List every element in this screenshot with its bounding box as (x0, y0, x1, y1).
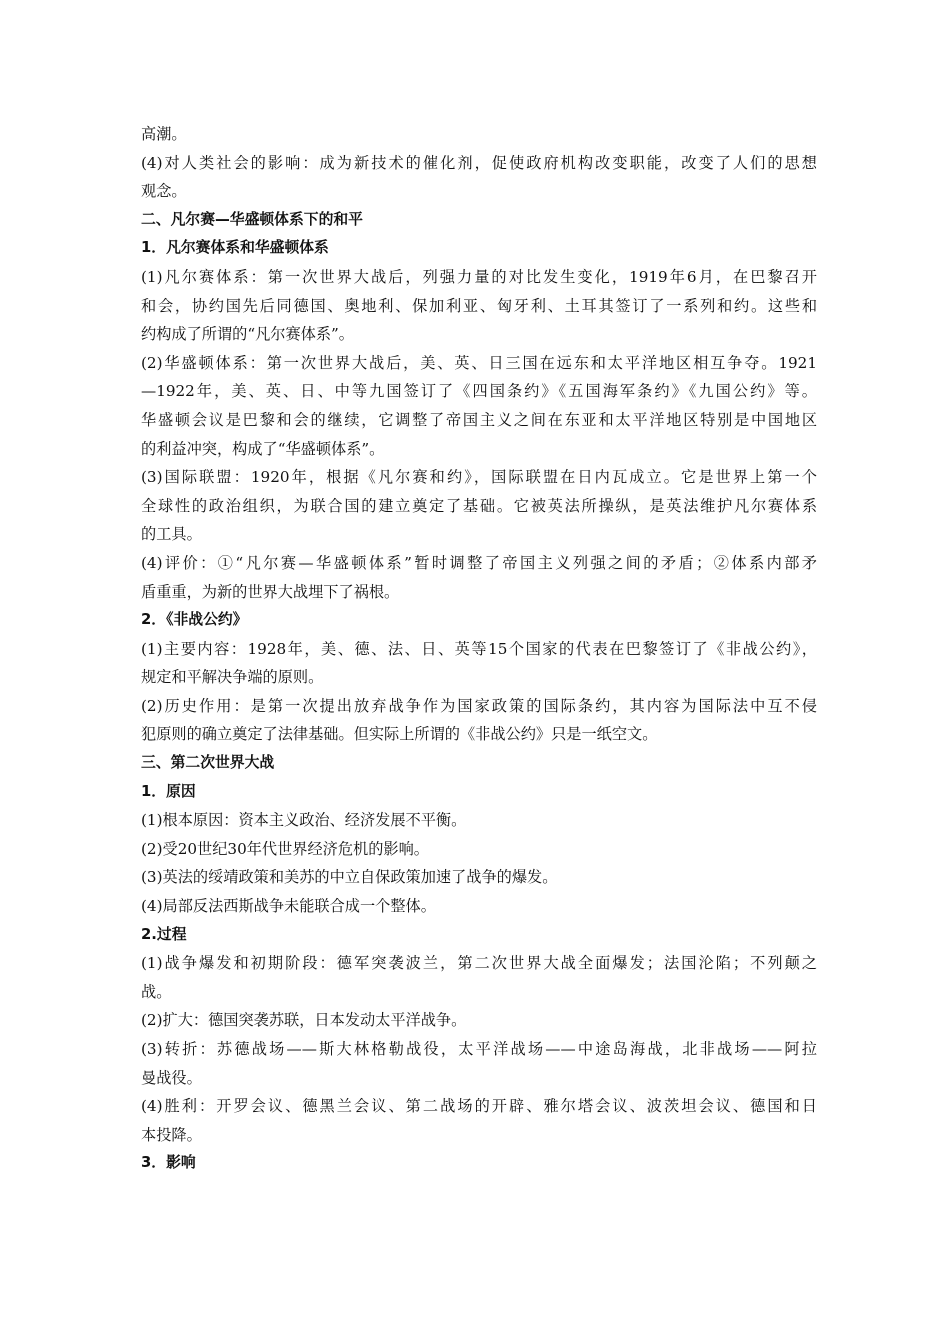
text-line: —1922年，美、英、日、中等九国签订了《四国条约》《五国海军条约》《九国公约》等。 (141, 382, 817, 401)
text-line: 的工具。 (141, 525, 202, 544)
text-line: (3)英法的绥靖政策和美苏的中立自保政策加速了战争的爆发。 (141, 868, 558, 887)
text-line: 的利益冲突，构成了“华盛顿体系”。 (141, 439, 385, 458)
text-line: 华盛顿会议是巴黎和会的继续，它调整了帝国主义之间在东亚和太平洋地区特别是中国地区 (141, 410, 817, 429)
text-line: (3)转折：苏德战场——斯大林格勒战役，太平洋战场——中途岛海战，北非战场——阿拉 (141, 1040, 817, 1058)
text-line: 本投降。 (141, 1125, 202, 1144)
text-line: (2)扩大：德国突袭苏联，日本发动太平洋战争。 (141, 1011, 467, 1030)
subsection-heading: 3．影响 (141, 1154, 196, 1172)
text-line: 战。 (141, 982, 172, 1001)
text-line: (1)主要内容：1928年，美、德、法、日、英等15个国家的代表在巴黎签订了《非战公约》， (141, 639, 817, 658)
text-line: (1)根本原因：资本主义政治、经济发展不平衡。 (141, 811, 467, 830)
subsection-heading: 2．《非战公约》 (141, 611, 248, 629)
text-line: (2)华盛顿体系：第一次世界大战后，美、英、日三国在远东和太平洋地区相互争夺。1921 (141, 353, 817, 372)
text-line: (2)历史作用：是第一次提出放弃战争作为国家政策的国际条约，其内容为国际法中互不侵 (141, 696, 817, 715)
text-line: 和会，协约国先后同德国、奥地利、保加利亚、匈牙利、土耳其签订了一系列和约。这些和 (141, 296, 817, 315)
text-line: (2)受20世纪30年代世界经济危机的影响。 (141, 839, 429, 858)
text-line: (1)战争爆发和初期阶段：德军突袭波兰，第二次世界大战全面爆发；法国沦陷；不列颠之 (141, 954, 817, 973)
text-line: (4)评价：①“凡尔赛—华盛顿体系”暂时调整了帝国主义列强之间的矛盾；②体系内部矛 (141, 553, 817, 572)
section-heading: 三、第二次世界大战 (141, 754, 275, 772)
text-line: 盾重重，为新的世界大战埋下了祸根。 (141, 582, 400, 601)
document-page (141, 120, 817, 1178)
text-line: (4)对人类社会的影响：成为新技术的催化剂，促使政府机构改变职能，改变了人们的思想 (141, 153, 817, 172)
subsection-heading: 1．原因 (141, 782, 196, 800)
text-line: 犯原则的确立奠定了法律基础。但实际上所谓的《非战公约》只是一纸空文。 (141, 725, 658, 744)
text-line: 全球性的政治组织，为联合国的建立奠定了基础。它被英法所操纵，是英法维护凡尔赛体系 (141, 496, 817, 515)
text-line: 曼战役。 (141, 1068, 202, 1087)
subsection-heading: 2.过程 (141, 925, 187, 943)
text-line: (1)凡尔赛体系：第一次世界大战后，列强力量的对比发生变化，1919年6月，在巴黎召开 (141, 267, 817, 286)
text-line: (4)胜利：开罗会议、德黑兰会议、第二战场的开辟、雅尔塔会议、波茨坦会议、德国和日 (141, 1097, 817, 1116)
text-line: 高潮。 (141, 125, 187, 143)
text-line: 观念。 (141, 182, 187, 201)
text-line: (4)局部反法西斯战争未能联合成一个整体。 (141, 897, 436, 916)
text-line: (3)国际联盟：1920年，根据《凡尔赛和约》，国际联盟在日内瓦成立。它是世界上第一个 (141, 468, 817, 487)
text-line: 约构成了所谓的“凡尔赛体系”。 (141, 325, 354, 344)
subsection-heading: 1．凡尔赛体系和华盛顿体系 (141, 239, 329, 257)
section-heading: 二、凡尔赛—华盛顿体系下的和平 (141, 210, 363, 228)
text-line: 规定和平解决争端的原则。 (141, 668, 324, 687)
